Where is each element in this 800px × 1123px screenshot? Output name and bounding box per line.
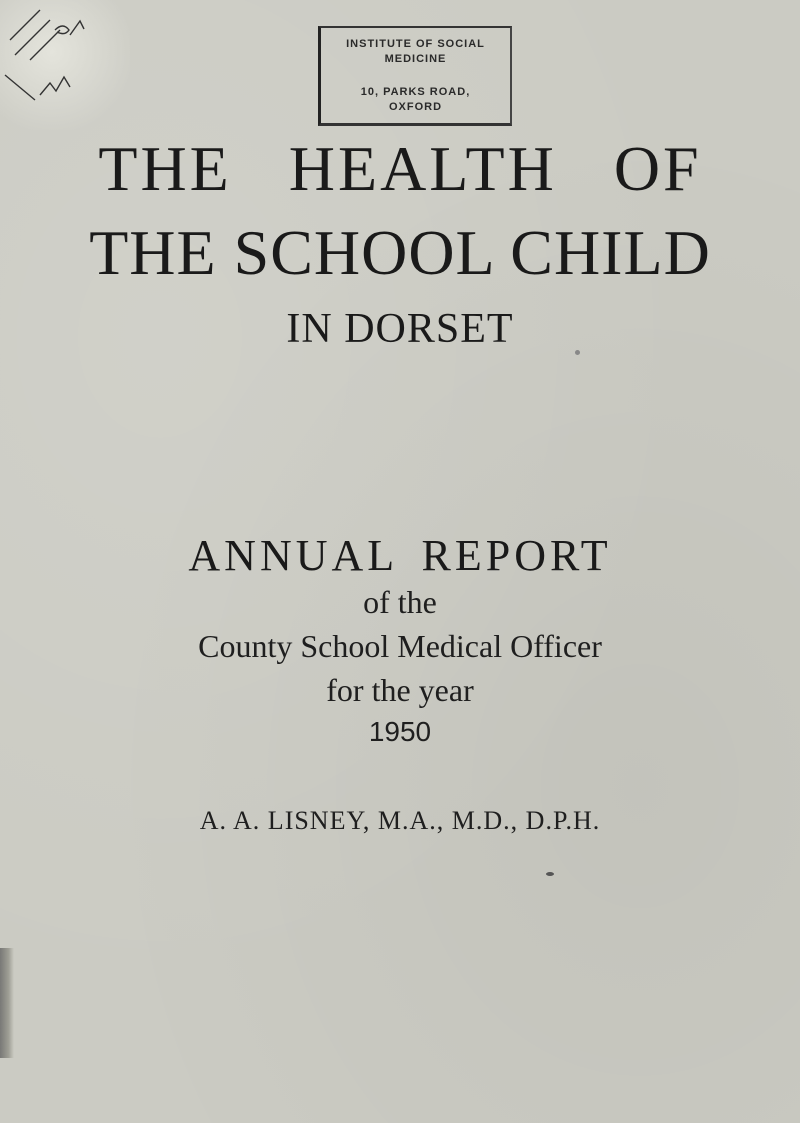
stamp-line-2: MEDICINE <box>384 53 447 65</box>
library-stamp <box>318 26 512 126</box>
subtitle: IN DORSET <box>286 306 514 352</box>
title-line-1: THE HEALTH OF <box>98 133 702 204</box>
stamp-line-1: INSTITUTE OF SOCIAL <box>346 38 485 50</box>
report-for-year-line: for the year <box>326 672 474 708</box>
stamp-line-4: OXFORD <box>388 101 443 113</box>
title-line-2: THE SCHOOL CHILD <box>89 217 711 288</box>
report-year: 1950 <box>368 716 432 747</box>
report-of-the: of the <box>363 584 437 620</box>
stamp-line-3: 10, PARKS ROAD, <box>360 86 471 98</box>
pencil-scribble-icon <box>0 0 130 130</box>
paper-speck <box>575 350 580 355</box>
report-officer-line: County School Medical Officer <box>198 628 602 664</box>
author-credit: A. A. LISNEY, M.A., M.D., D.P.H. <box>199 806 601 835</box>
paper-speck <box>546 872 554 876</box>
report-heading: ANNUAL REPORT <box>188 531 612 580</box>
binding-edge-mark <box>0 948 14 1058</box>
